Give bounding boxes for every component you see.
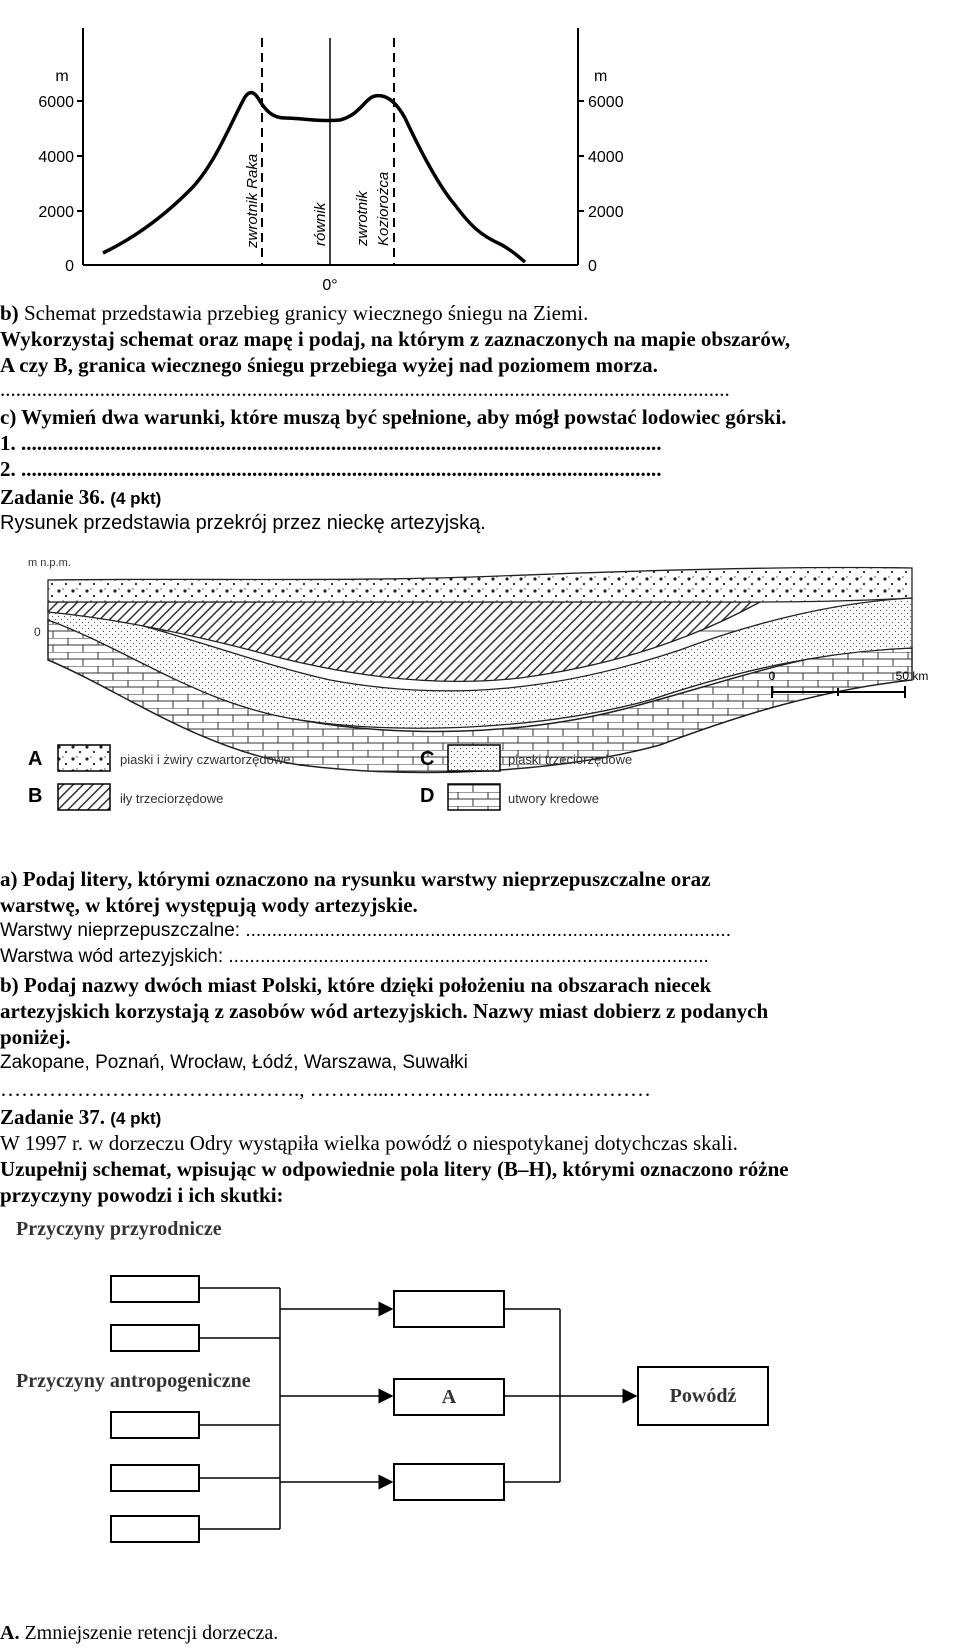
task36a-question-2: warstwę, w której występują wody artezyjskie. bbox=[0, 893, 418, 917]
task37-title: Zadanie 37. bbox=[0, 1105, 106, 1129]
task35b-line3: A czy B, granica wiecznego śniegu przebiega wyżej nad poziomem morza. bbox=[0, 353, 658, 377]
task35b-prefix: b) bbox=[0, 301, 19, 325]
task37-instruction-1: Uzupełnij schemat, wpisując w odpowiednie pola litery (B–H), którymi oznaczono różne bbox=[0, 1157, 789, 1181]
anthropogenic-cause-box-3[interactable] bbox=[110, 1515, 200, 1543]
legend-c-text: piaski trzeciorzędowe bbox=[508, 752, 633, 767]
task35c-answer-2[interactable]: 2. .......................................................................................................................... bbox=[0, 457, 662, 481]
natural-causes-label: Przyczyny przyrodnicze bbox=[16, 1218, 222, 1240]
tropic-capricorn-label-1: zwrotnik bbox=[354, 190, 371, 246]
legend-c-letter: C bbox=[420, 748, 435, 770]
task36b-question-2: artezyjskich korzystają z zasobów wód artezyjskich. Nazwy miast dobierz z podanych bbox=[0, 999, 769, 1023]
snow-line-chart bbox=[0, 0, 960, 295]
legend-d-text: utwory kredowe bbox=[508, 791, 600, 806]
tick-right: 4000 bbox=[588, 149, 624, 166]
impermeable-answer[interactable]: Warstwy nieprzepuszczalne: ............................................................................................ bbox=[0, 920, 731, 941]
layer-a bbox=[48, 567, 912, 602]
tick-right: 6000 bbox=[588, 94, 624, 111]
effect-box-1[interactable] bbox=[393, 1290, 505, 1328]
task36-heading bbox=[0, 484, 161, 512]
y-unit: m n.p.m. bbox=[28, 557, 71, 569]
natural-cause-box-2[interactable] bbox=[110, 1324, 200, 1352]
task36-intro: Rysunek przedstawia przekrój przez nieckę artezyjską. bbox=[0, 512, 486, 534]
zero-label: 0 bbox=[34, 625, 41, 639]
task37-points: (4 pkt) bbox=[110, 1109, 162, 1128]
key-a-text: Zmniejszenie retencji dorzecza. bbox=[19, 1622, 279, 1644]
legend-b-text: iły trzeciorzędowe bbox=[120, 791, 224, 806]
tick-left: 6000 bbox=[38, 94, 74, 111]
tick-left: 2000 bbox=[38, 204, 74, 221]
task35b-text: Schemat przedstawia przebieg granicy wiecznego śniegu na Ziemi. bbox=[18, 301, 589, 325]
task37-instruction-2: przyczyny powodzi i ich skutki: bbox=[0, 1183, 284, 1207]
scale-start: 0 bbox=[768, 669, 776, 683]
task37-heading bbox=[0, 1104, 161, 1132]
effect-box-3[interactable] bbox=[393, 1463, 505, 1501]
legend-d-letter: D bbox=[420, 785, 435, 807]
task36b-question-1: b) Podaj nazwy dwóch miast Polski, które dzięki położeniu na obszarach niecek bbox=[0, 973, 712, 997]
natural-cause-box-1[interactable] bbox=[110, 1275, 200, 1303]
task36a-question-1: a) Podaj litery, którymi oznaczono na rysunku warstwy nieprzepuszczalne oraz bbox=[0, 867, 711, 891]
legend-a-letter: A bbox=[28, 748, 43, 770]
cities-answer[interactable]: ……………………………………., ………...……………..………………… bbox=[0, 1077, 651, 1101]
legend-b-letter: B bbox=[28, 785, 43, 807]
anthropogenic-cause-box-2[interactable] bbox=[110, 1464, 200, 1492]
task35b-line1 bbox=[0, 300, 588, 326]
task35b-line2: Wykorzystaj schemat oraz mapę i podaj, na którym z zaznaczonych na mapie obszarów, bbox=[0, 327, 791, 351]
anthropogenic-causes-label: Przyczyny antropogeniczne bbox=[16, 1370, 251, 1392]
artesian-basin-diagram bbox=[0, 540, 960, 850]
key-a-letter: A. bbox=[0, 1622, 20, 1644]
tropic-cancer-label: zwrotnik Raka bbox=[244, 153, 261, 248]
task35c-question: c) Wymień dwa warunki, które muszą być spełnione, aby mógł powstać lodowiec górski. bbox=[0, 405, 787, 429]
task35c-answer-1[interactable]: 1. .......................................................................................................................... bbox=[0, 431, 662, 455]
tropic-capricorn-label-2: Koziorożca bbox=[375, 171, 392, 246]
tick-right: 2000 bbox=[588, 204, 624, 221]
anthropogenic-cause-box-1[interactable] bbox=[110, 1411, 200, 1439]
tick-left: 4000 bbox=[38, 149, 74, 166]
x-label: 0° bbox=[322, 277, 338, 294]
effect-box-a: A bbox=[393, 1378, 505, 1416]
task37-intro: W 1997 r. w dorzeczu Odry wystąpiła wielka powódź o niespotykanej dotychczas skali. bbox=[0, 1131, 738, 1155]
artesian-answer[interactable]: Warstwa wód artezyjskich: ........................................................................................... bbox=[0, 946, 709, 967]
cities-list: Zakopane, Poznań, Wrocław, Łódź, Warszawa, Suwałki bbox=[0, 1052, 468, 1073]
tick-left: 0 bbox=[65, 258, 74, 275]
legend-a-text: piaski i żwiry czwartorzędowe bbox=[120, 752, 291, 767]
task36-points: (4 pkt) bbox=[110, 489, 162, 508]
tick-right: 0 bbox=[588, 258, 597, 275]
equator-label: równik bbox=[312, 202, 329, 246]
task35b-answer[interactable]: ........................................................................................................................................... bbox=[0, 377, 730, 401]
key-a bbox=[0, 1620, 278, 1646]
y-unit-right: m bbox=[594, 68, 608, 85]
flood-box: Powódź bbox=[637, 1366, 769, 1426]
y-unit-left: m bbox=[55, 68, 69, 85]
scale-end: 50 km bbox=[895, 669, 929, 683]
task36-title: Zadanie 36. bbox=[0, 485, 106, 509]
task36b-question-3: poniżej. bbox=[0, 1025, 71, 1049]
